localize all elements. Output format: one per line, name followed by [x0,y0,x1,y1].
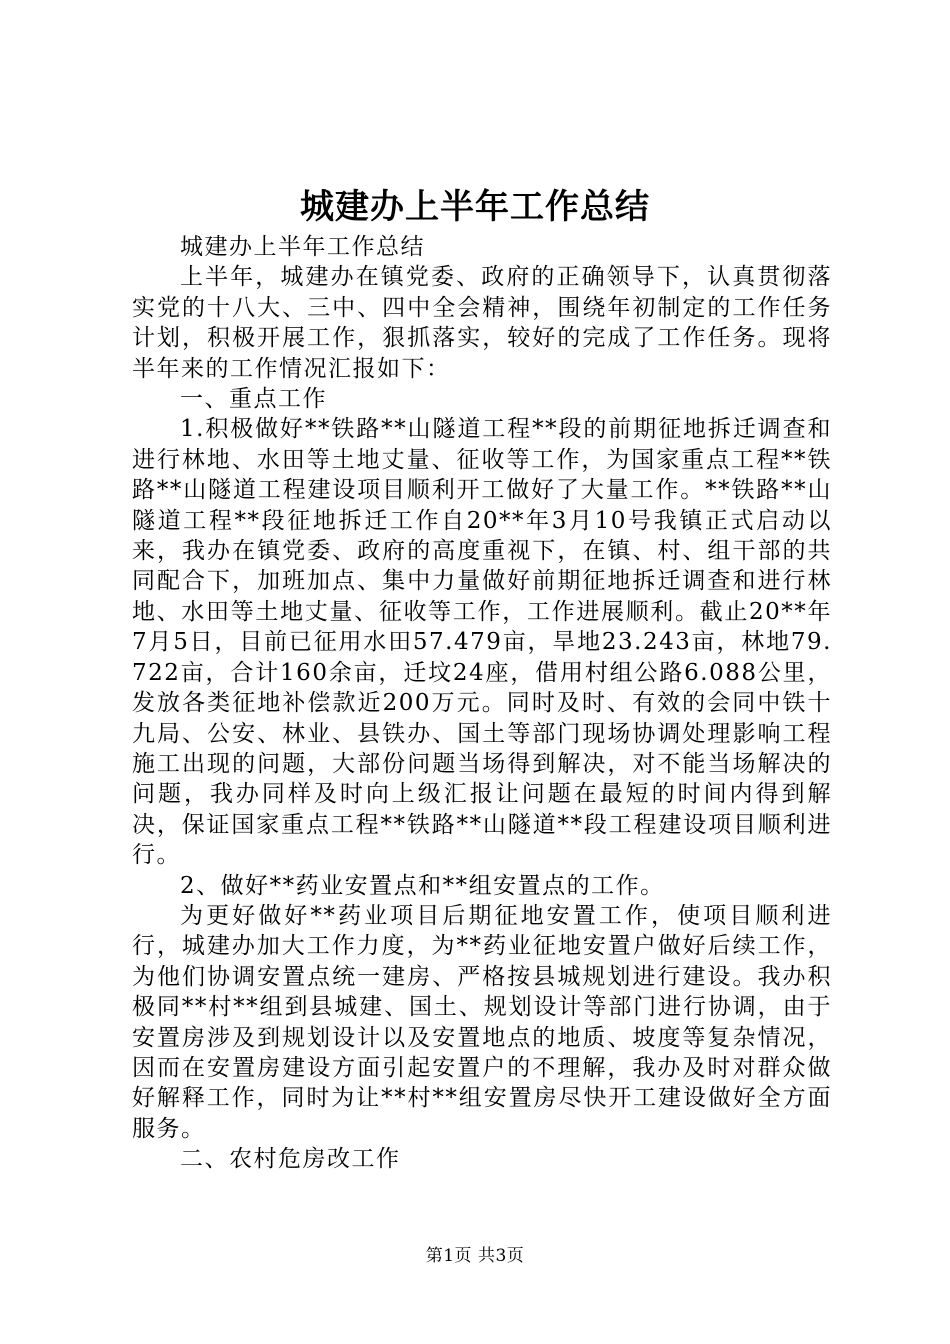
document-body [132,232,832,1175]
subsection-heading-2: 2、做好**药业安置点和**组安置点的工作。 [180,872,665,899]
page-footer: 第1页 共3页 [425,1246,525,1266]
paragraph-intro: 上半年，城建办在镇党委、政府的正确领导下，认真贯彻落实党的十八大、三中、四中全会精神，围绕年初制定的工作任务计划，积极开展工作，狠抓落实，较好的完成了工作任务。现将半年来的工作情况汇报如下： [132,264,832,382]
subtitle: 城建办上半年工作总结 [180,234,425,260]
section-heading-1: 一、重点工作 [180,386,327,413]
page-title: 城建办上半年工作总结 [300,187,650,227]
section-heading-2: 二、农村危房改工作 [180,1146,401,1173]
paragraph-item-1: 1.积极做好**铁路**山隧道工程**段的前期征地拆迁调查和进行林地、水田等土地丈量、征收等工作，为国家重点工程**铁路**山隧道工程建设项目顺利开工做好了大量工作。**铁路**山隧道工程**段征地拆迁工作自20**年3月10号我镇正式启动以来，我办在镇党委、政府的高度重视下，在镇、村、组干部的共同配合下，加班加点、集中力量做好前期征地拆迁调查和进行林地、水田等土地丈量、征收等工作，工作进展顺利。截止20**年7月5日，目前已征用水田57.479亩，旱地23.243亩，林地79.722亩，合计160余亩，迁坟24座，借用村组公路6.088公里，发放各类征地补偿款近200万元。同时及时、有效的会同中铁十九局、公安、林业、县铁办、国土等部门现场协调处理影响工程施工出现的问题，大部份问题当场得到解决，对不能当场解决的问题，我办同样及时向上级汇报让问题在最短的时间内得到解决，保证国家重点工程**铁路**山隧道**段工程建设项目顺利进行。 [132,416,833,869]
paragraph-item-2: 为更好做好**药业项目后期征地安置工作，使项目顺利进行，城建办加大工作力度，为**药业征地安置户做好后续工作，为他们协调安置点统一建房、严格按县城规划进行建设。我办积极同**村**组到县城建、国土、规划设计等部门进行协调，由于安置房涉及到规划设计以及安置地点的地质、坡度等复杂情况，因而在安置房建设方面引起安置户的不理解，我办及时对群众做好解释工作，同时为让**村**组安置房尽快开工建设做好全方面服务。 [132,902,832,1142]
